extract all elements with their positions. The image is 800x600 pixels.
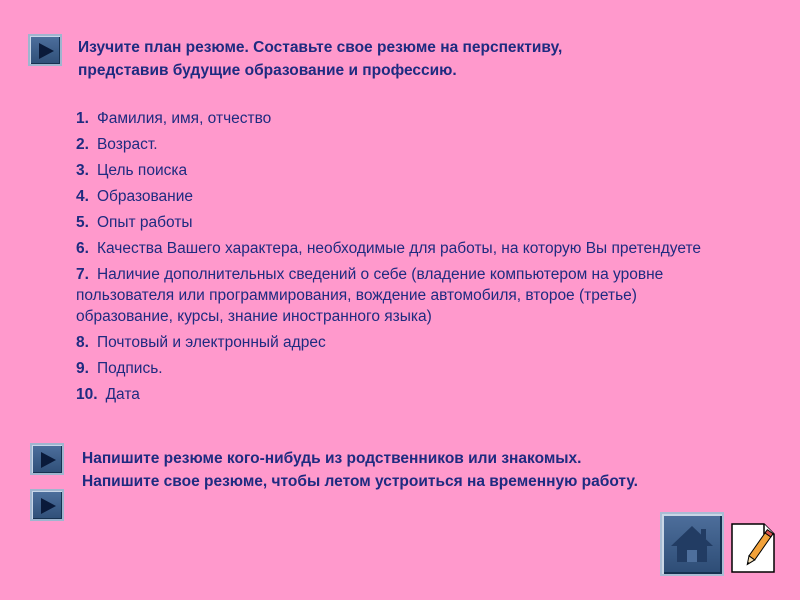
resume-plan-list <box>76 108 726 410</box>
plan-item-number: 5. <box>76 214 89 231</box>
plan-item-number: 1. <box>76 110 89 127</box>
note-pencil-icon[interactable] <box>728 520 778 576</box>
plan-item-number: 3. <box>76 162 89 179</box>
plan-item-text: Почтовый и электронный адрес <box>96 334 326 351</box>
plan-item <box>76 212 726 233</box>
plan-item-text: Фамилия, имя, отчество <box>96 110 272 127</box>
plan-item-number: 4. <box>76 188 89 205</box>
plan-item <box>76 332 726 353</box>
plan-item <box>76 160 726 181</box>
home-button[interactable] <box>660 512 724 576</box>
plan-item <box>76 186 726 207</box>
play-arrow-icon <box>39 497 57 515</box>
plan-item <box>76 238 726 259</box>
home-icon <box>668 520 716 568</box>
plan-item-text: Качества Вашего характера, необходимые для работы, на которую Вы претендуете <box>96 240 701 257</box>
tasks-text <box>82 447 762 493</box>
plan-item-text: Цель поиска <box>96 162 188 179</box>
plan-item <box>76 358 726 379</box>
next-arrow-button-task-2[interactable] <box>30 489 64 521</box>
task-line-1: Напишите резюме кого-нибудь из родственников или знакомых. <box>82 450 582 467</box>
plan-item <box>76 384 726 405</box>
plan-item-text: Опыт работы <box>96 214 193 231</box>
plan-item-text: Наличие дополнительных сведений о себе (владение компьютером на уровне пользователя или программирования, вождение автомобиля, второе (третье) образование, курсы, знание иностранного языка) <box>76 266 664 325</box>
plan-item-number: 9. <box>76 360 89 377</box>
plan-item-text: Дата <box>105 386 140 403</box>
task-line-2: Напишите свое резюме, чтобы летом устроиться на временную работу. <box>82 473 638 490</box>
next-arrow-button-intro[interactable] <box>28 34 62 66</box>
play-arrow-icon <box>37 42 55 60</box>
plan-item-text: Возраст. <box>96 136 158 153</box>
plan-item <box>76 108 726 129</box>
intro-line-1: Изучите план резюме. Составьте свое резюме на перспективу, <box>78 39 563 56</box>
play-arrow-icon <box>39 451 57 469</box>
plan-item-number: 2. <box>76 136 89 153</box>
plan-item <box>76 134 726 155</box>
plan-item <box>76 264 726 327</box>
plan-item-number: 10. <box>76 386 98 403</box>
intro-line-2: представив будущие образование и профессию. <box>78 62 457 79</box>
plan-item-number: 6. <box>76 240 89 257</box>
plan-item-text: Образование <box>96 188 194 205</box>
intro-text <box>78 36 678 82</box>
next-arrow-button-task-1[interactable] <box>30 443 64 475</box>
plan-item-number: 7. <box>76 266 89 283</box>
plan-item-number: 8. <box>76 334 89 351</box>
plan-item-text: Подпись. <box>96 360 163 377</box>
